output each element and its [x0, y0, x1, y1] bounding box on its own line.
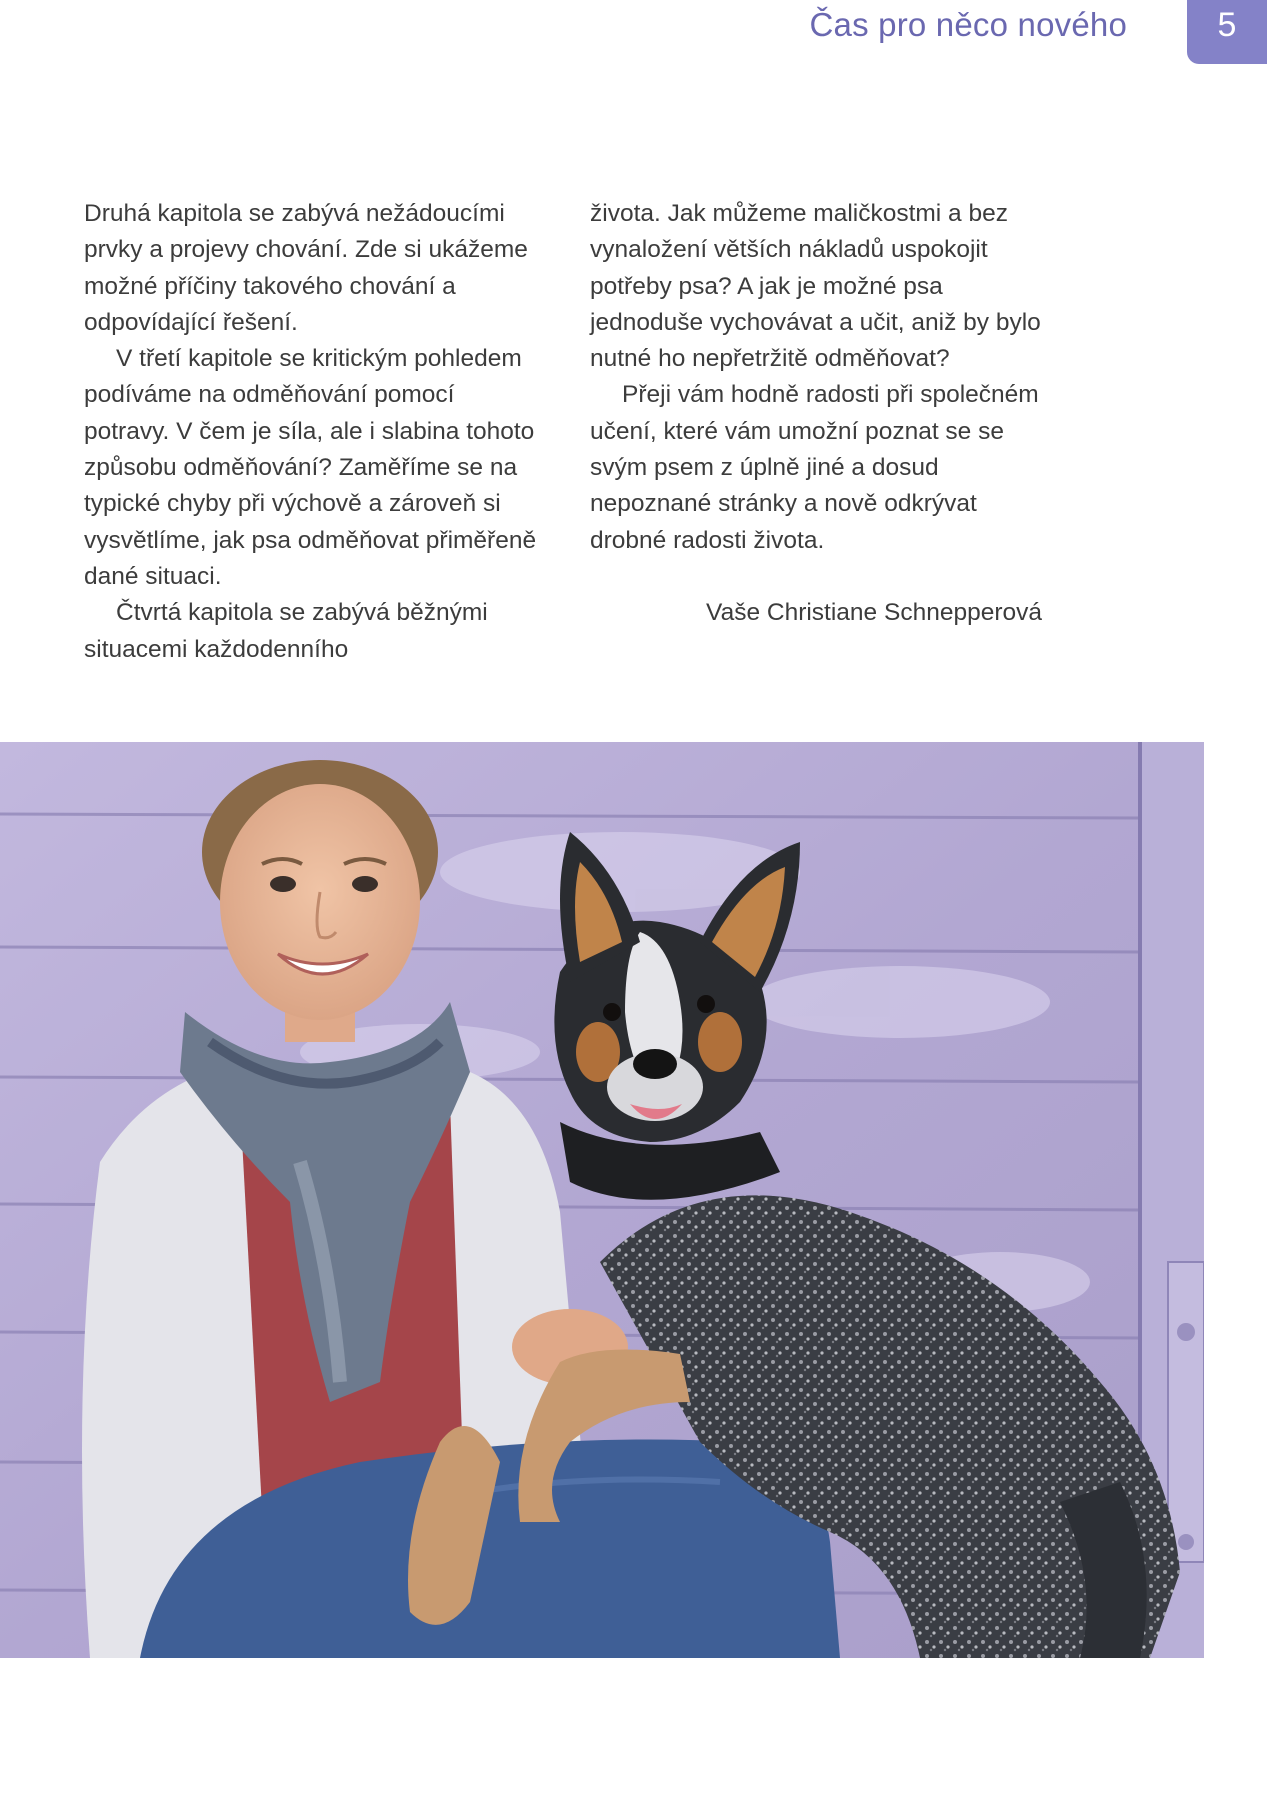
running-title: Čas pro něco nového [809, 6, 1127, 43]
paragraph: života. Jak můžeme maličkostmi a bez vynaložení větších nákladů uspokojit potřeby psa? A jak je možné psa jednoduše vychovávat a učit, aniž by bylo nutné ho nepřetržitě odměňovat? [590, 200, 1041, 373]
woman-with-dog-photo [0, 742, 1204, 1658]
text-column-right [590, 196, 1050, 631]
dog-nose [633, 1049, 677, 1079]
bolt [1177, 1323, 1195, 1341]
page-number-tab [1187, 0, 1267, 64]
bolt [1178, 1534, 1194, 1550]
paragraph: Přeji vám hodně radosti při společném učení, které vám umožní poznat se se svým psem z úplně jiné a dosud nepoznané stránky a nově odkrývat drobné radosti života. [590, 381, 1039, 554]
paragraph: Druhá kapitola se zabývá nežádoucími prvky a projevy chování. Zde si ukážeme možné příčiny takového chování a odpovídající řešení. [84, 200, 528, 336]
running-head [0, 0, 1267, 70]
author-signature: Vaše Christiane Schnepperová [706, 598, 1042, 626]
hinge-plate [1168, 1262, 1204, 1562]
paragraph: Čtvrtá kapitola se zabývá běžnými situacemi každodenního [84, 599, 488, 663]
paragraph: V třetí kapitole se kritickým pohledem podíváme na odměňování pomocí potravy. V čem je síla, ale i slabina tohoto způsobu odměňování? Zaměříme se na typické chyby při výchově a zároveň si vysvětlíme, jak psa odměňovat přiměřeně dané situaci. [84, 345, 537, 590]
photo-illustration [0, 742, 1204, 1658]
body-text-columns [84, 196, 1064, 666]
face [220, 784, 420, 1020]
text-column-left [84, 196, 544, 668]
page-number: 5 [1217, 6, 1237, 44]
